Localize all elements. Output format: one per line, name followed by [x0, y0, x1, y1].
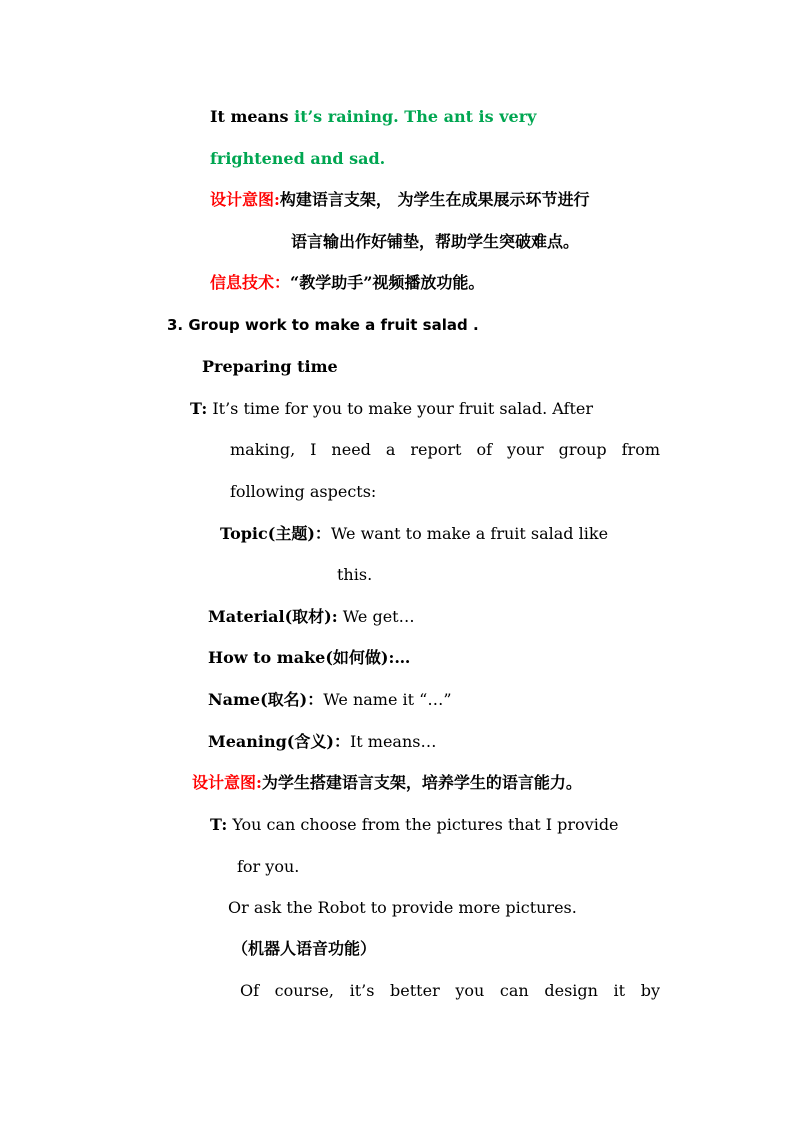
teacher-label: T:	[190, 399, 208, 418]
line-material	[208, 607, 415, 627]
line-how-to-make	[208, 648, 410, 668]
section-heading-group-work: 3. Group work to make a fruit salad .	[167, 316, 479, 334]
line-design-intent-3	[192, 773, 582, 793]
it-means-text: It means	[210, 107, 295, 126]
topic-text: We want to make a fruit salad like	[330, 524, 609, 543]
design-intent-text-2: 为学生搭建语言支架，培养学生的语言能力。	[261, 773, 582, 792]
line-following-aspects: following aspects:	[230, 482, 377, 501]
info-tech-text: “教学助手”视频播放功能。	[290, 273, 485, 292]
meaning-text: It means…	[349, 732, 437, 751]
design-intent-label-2: 设计意图:	[192, 773, 262, 792]
info-tech-label: 信息技术：	[210, 273, 291, 292]
meaning-cn: (含义)：	[286, 732, 350, 751]
teacher-choose-text: You can choose from the pictures that I provide	[227, 815, 619, 834]
material-label: Material	[208, 607, 285, 626]
material-cn: (取材)	[284, 607, 332, 626]
line-it-means	[210, 107, 536, 127]
design-intent-label: 设计意图:	[210, 190, 280, 209]
name-text: We name it “…”	[323, 690, 452, 709]
line-meaning	[208, 732, 436, 752]
line-this: this.	[337, 565, 373, 584]
line-name	[208, 690, 452, 710]
line-teacher-intro	[190, 399, 593, 419]
line-info-tech	[210, 273, 484, 293]
line-robot-voice: （机器人语音功能）	[232, 939, 377, 958]
teacher-label-2: T:	[210, 815, 228, 834]
how-to-make-cn: (如何做)	[325, 648, 389, 667]
line-design-intent-1	[210, 190, 590, 210]
name-label: Name	[208, 690, 261, 709]
how-to-make-end: :…	[388, 648, 411, 667]
design-intent-text: 构建语言支架， 为学生在成果展示环节进行	[279, 190, 590, 209]
material-text: We get…	[337, 607, 415, 626]
line-frightened: frightened and sad.	[210, 149, 386, 168]
line-making-report	[230, 440, 660, 460]
raining-text: it’s raining. The ant is very	[294, 107, 537, 126]
preparing-time-heading: Preparing time	[202, 357, 338, 376]
topic-cn: (主题)：	[267, 524, 331, 543]
meaning-label: Meaning	[208, 732, 287, 751]
making-report-text: making, I need a report of your group from	[230, 440, 660, 459]
how-to-make-label: How to make	[208, 648, 326, 667]
line-design-intent-2: 语言输出作好铺垫，帮助学生突破难点。	[291, 232, 580, 251]
name-cn: (取名)：	[260, 690, 324, 709]
material-colon: :	[331, 607, 338, 626]
of-course-text: Of course, it’s better you can design it by	[240, 981, 660, 1000]
line-for-you: for you.	[237, 857, 300, 876]
line-topic	[220, 524, 608, 544]
line-of-course	[240, 981, 660, 1001]
line-ask-robot: Or ask the Robot to provide more pictures.	[228, 898, 577, 917]
topic-label: Topic	[220, 524, 268, 543]
teacher-intro-text: It’s time for you to make your fruit salad. After	[207, 399, 593, 418]
line-teacher-choose	[210, 815, 619, 835]
